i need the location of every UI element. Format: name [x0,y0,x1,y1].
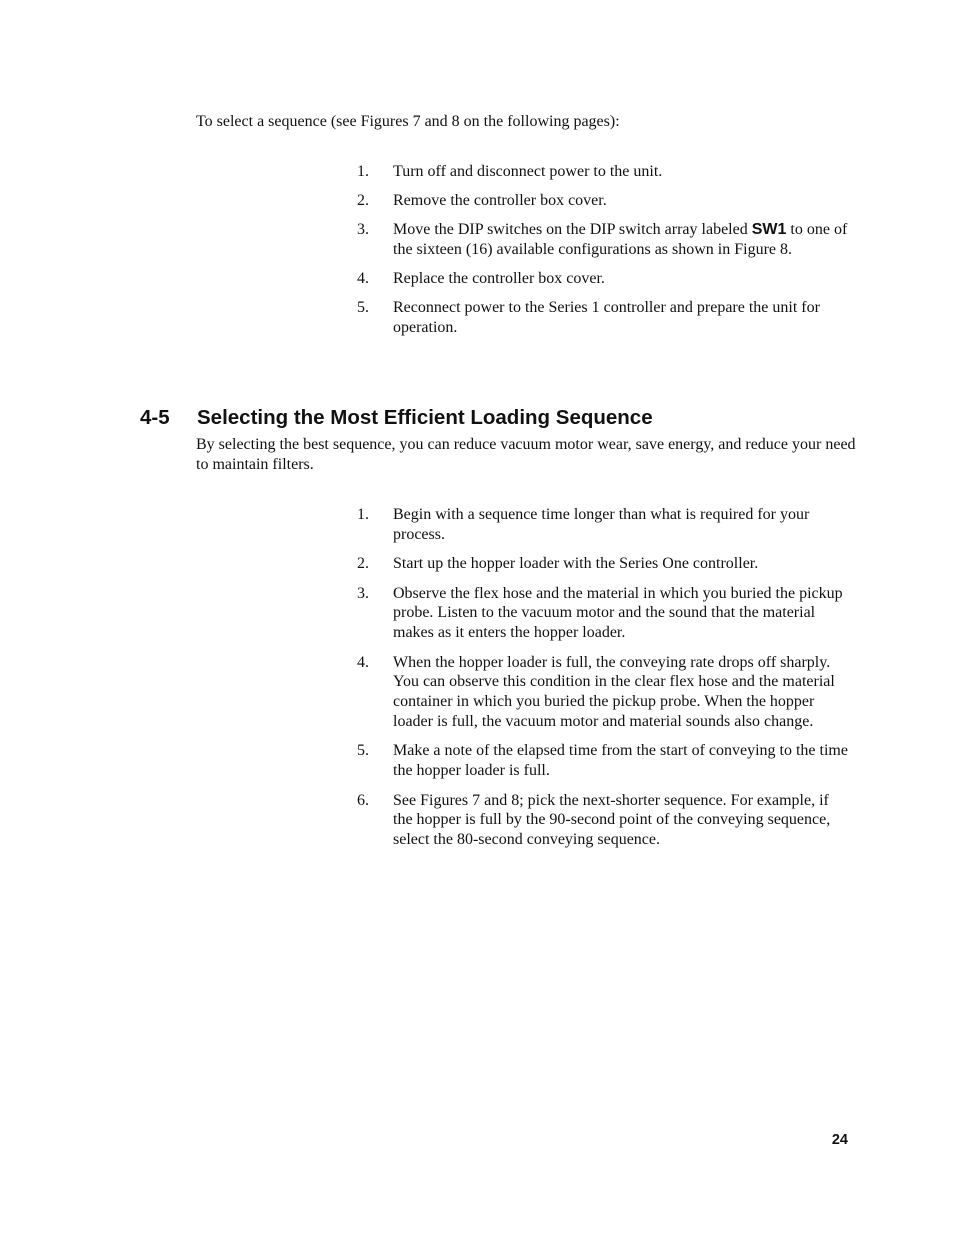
step-number: 3. [357,220,369,238]
section-intro-paragraph: By selecting the best sequence, you can reduce vacuum motor wear, save energy, and reduce your need to maintain filters. [196,436,856,473]
step-text-after: to one of the sixteen (16) available configurations as shown in Figure 8. [393,220,848,258]
step-text: When the hopper loader is full, the conveying rate drops off sharply. You can observe this condition in the clear flex hose and the material container in which you buried the pickup probe. When the hopper loader is full, the vacuum motor and material sounds also change. [393,653,835,730]
step-text: Reconnect power to the Series 1 controller and prepare the unit for operation. [393,298,820,336]
step-text: Start up the hopper loader with the Series One controller. [393,555,759,573]
section-title: Selecting the Most Efficient Loading Sequence [197,406,653,429]
list-item [357,584,849,643]
list-item [357,162,849,182]
selection-steps-list [357,162,849,337]
step-text: See Figures 7 and 8; pick the next-shorter sequence. For example, if the hopper is full by the 90-second point of the conveying sequence, select the 80-second conveying sequence. [393,791,831,849]
step-number: 3. [357,584,369,602]
step-text: Begin with a sequence time longer than what is required for your process. [393,506,810,543]
step-number: 4. [357,269,369,287]
switch-array-label: SW1 [751,220,787,238]
step-text: Turn off and disconnect power to the unit. [393,163,663,180]
list-item [357,554,849,574]
list-item [357,505,849,545]
step-text: Replace the controller box cover. [393,269,605,287]
list-item [357,653,849,732]
page-number: 24 [831,1132,848,1148]
step-text: Make a note of the elapsed time from the start of conveying to the time the hopper loader is full. [393,742,848,780]
intro-paragraph: To select a sequence (see Figures 7 and 8 on the following pages): [196,113,620,130]
step-number: 5. [357,742,369,760]
step-number: 2. [357,191,369,209]
list-item [357,220,849,260]
step-text [393,221,847,258]
step-number: 4. [357,653,369,671]
list-item [357,741,849,781]
step-number: 1. [357,506,369,523]
list-item [357,298,849,338]
list-item [357,791,849,850]
step-text-before: Move the DIP switches on the DIP switch array labeled [393,220,752,238]
step-text: Observe the flex hose and the material in which you buried the pickup probe. Listen to the vacuum motor and the sound that the material makes as it enters the hopper loader. [393,584,843,642]
step-text: Remove the controller box cover. [393,191,607,209]
step-number: 6. [357,791,369,809]
step-number: 2. [357,555,369,573]
section-number: 4-5 [140,406,170,429]
list-item [357,269,849,289]
efficiency-steps-list [357,505,849,850]
step-number: 1. [357,163,369,180]
list-item [357,191,849,211]
step-number: 5. [357,298,369,316]
section-heading [140,405,653,431]
